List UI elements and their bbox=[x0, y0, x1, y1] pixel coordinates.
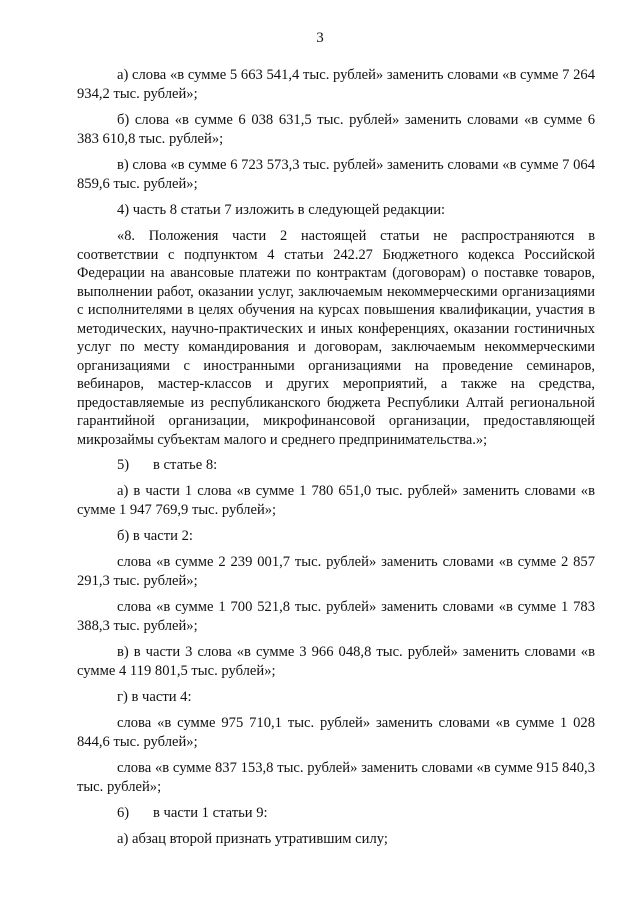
paragraph-art8-part1: а) в части 1 слова «в сумме 1 780 651,0 тыс. рублей» заменить словами «в сумме 1 947 769,9 тыс. рублей»; bbox=[77, 483, 595, 518]
document-body bbox=[77, 66, 595, 856]
paragraph-b-amount-2: б) слова «в сумме 6 038 631,5 тыс. рублей» заменить словами «в сумме 6 383 610,8 тыс. рублей»; bbox=[77, 112, 595, 147]
paragraph-item-6 bbox=[77, 804, 595, 823]
paragraph-article-7-part-8-text: «8. Положения части 2 настоящей статьи не распространяются в соответствии с подпунктом 4 статьи 242.27 Бюджетного кодекса Российской Федерации на авансовые платежи по контрактам (договорам) о поставке товаров, выполнении работ, оказании услуг, заключаемым некоммерческими организациями с исполнителями в целях обучения на курсах повышения квалификации, участия в методических, научно-практических и иных конференциях, оказании гостиничных услуг по месту командирования и договорам, заключаемым некоммерческими организациями с иностранными организациями на проведение семинаров, вебинаров, мастер-классов и других мероприятий, а также на средства, предоставляемые из республиканского бюджета Республики Алтай региональной гарантийной организации, микрофинансовой организации, предоставляющей микрозаймы субъектам малого и среднего предпринимательства.»; bbox=[77, 228, 595, 448]
paragraph-item-4: 4) часть 8 статьи 7 изложить в следующей редакции: bbox=[117, 202, 446, 218]
paragraph-art9-part1-a: а) абзац второй признать утратившим силу; bbox=[117, 831, 388, 847]
item-number: 6) bbox=[117, 805, 130, 821]
paragraph-item-5 bbox=[77, 456, 595, 475]
item-number: 5) bbox=[117, 457, 130, 473]
paragraph-art8-part4-heading: г) в части 4: bbox=[117, 689, 192, 705]
paragraph-a-amount-1: а) слова «в сумме 5 663 541,4 тыс. рублей» заменить словами «в сумме 7 264 934,2 тыс. рублей»; bbox=[77, 67, 595, 102]
item-text: в части 1 статьи 9: bbox=[153, 805, 268, 821]
paragraph-art8-part2-heading: б) в части 2: bbox=[117, 528, 193, 544]
paragraph-art8-part4-amount-2: слова «в сумме 837 153,8 тыс. рублей» заменить словами «в сумме 915 840,3 тыс. рублей»; bbox=[77, 760, 595, 795]
paragraph-art8-part2-amount-1: слова «в сумме 2 239 001,7 тыс. рублей» заменить словами «в сумме 2 857 291,3 тыс. рублей»; bbox=[77, 554, 595, 589]
paragraph-art8-part3: в) в части 3 слова «в сумме 3 966 048,8 тыс. рублей» заменить словами «в сумме 4 119 801,5 тыс. рублей»; bbox=[77, 644, 595, 679]
item-text: в статье 8: bbox=[153, 457, 218, 473]
paragraph-art8-part4-amount-1: слова «в сумме 975 710,1 тыс. рублей» заменить словами «в сумме 1 028 844,6 тыс. рублей»; bbox=[77, 715, 595, 750]
paragraph-v-amount-3: в) слова «в сумме 6 723 573,3 тыс. рублей» заменить словами «в сумме 7 064 859,6 тыс. рублей»; bbox=[77, 157, 595, 192]
page-number: 3 bbox=[316, 30, 324, 46]
paragraph-art8-part2-amount-2: слова «в сумме 1 700 521,8 тыс. рублей» заменить словами «в сумме 1 783 388,3 тыс. рублей»; bbox=[77, 599, 595, 634]
